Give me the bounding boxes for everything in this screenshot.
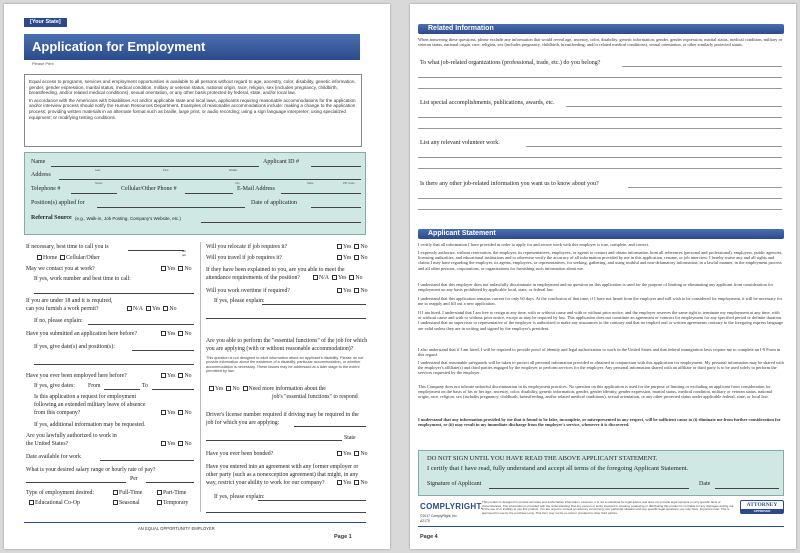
lawfully-authorized-question: Are you lawfully authorized to work in <box>26 433 117 439</box>
employment-type-question: Type of employment desired: <box>26 490 95 496</box>
accomplishments-field[interactable] <box>566 106 782 107</box>
travel-yes-checkbox[interactable] <box>337 255 342 260</box>
name-field[interactable] <box>51 166 259 167</box>
co-op-checkbox[interactable] <box>29 500 34 505</box>
organizations-field[interactable] <box>622 66 782 67</box>
to-label: To <box>142 383 149 389</box>
accommodation-text: In accordance with the Americans with Disabilities Act and/or applicable state and local laws, applicants requiring reasonable accommodations for the application and/or interview process should notify the Human Resources Department. Examples of reasonable accommodations include: making a change to the application process; providing written materials in an alternate format such as braille, large print, or audio recording; using a sign language interpreter; using specialized equipment; or modifying testing conditions. <box>29 97 356 120</box>
to-date-field[interactable] <box>152 389 194 390</box>
attendance-question-2: attendance requirements of the position? <box>206 275 301 281</box>
copyright-text: ©2017 ComplyRight, Inc. <box>420 514 458 518</box>
yes-label: Yes <box>151 306 161 312</box>
positions-label: Position(s) applied for <box>31 200 85 206</box>
license-question-2: job for which you are applying: <box>206 420 280 426</box>
statement-discrimination: This Company does not tolerate unlawful discrimination in its employment practices. No question on this application is used for the purpose of limiting or excluding an applicant from consideration for employment on the basis of his or her age, ancestry, color, disability, genetic information, gender, gender identity, gender expression, marital status, medical condition, military or veteran status, national origin, race, religion, sex (includes pregnancy, childbirth, breastfeeding, and/or related medical conditions), sexual orientation, or any other protected status under applicable federal, state, or local law. <box>418 384 773 400</box>
agreement-explain-field-2[interactable] <box>206 512 366 513</box>
no-label: No <box>360 288 368 294</box>
part-time-option <box>154 490 186 496</box>
no-label: No <box>184 410 192 416</box>
phone-type-options <box>34 255 100 261</box>
essential-no-checkbox[interactable] <box>226 386 231 391</box>
no-label: No <box>184 331 192 337</box>
cell-field[interactable] <box>185 193 233 194</box>
military-info-note: If yes, additional information may be requested. <box>34 422 146 428</box>
work-number-question: If yes, work number and best time to call: <box>34 276 131 282</box>
yes-label: Yes <box>343 255 352 261</box>
home-checkbox[interactable] <box>37 255 42 260</box>
statement-validity: I understand that this application remains current for only 60 days. At the conclusion of that time, if I have not heard from the employer and still wish to be considered for employment, it will be necessary for me to reapply and fill out a new application. <box>418 296 783 307</box>
certify-statement: I certify that I have read, fully understand and accept all terms of the foregoing Applicant Statement. <box>427 465 689 472</box>
pm-label: pm <box>182 253 186 257</box>
date-available-label: Date available for work <box>26 454 81 460</box>
organizations-line[interactable] <box>418 77 782 78</box>
part-time-label: Part-Time <box>163 490 187 496</box>
temporary-option <box>154 500 188 506</box>
complyright-logo: COMPLYRIGHT. <box>420 502 484 511</box>
statement-nondiscrimination: I understand that this employer does not unlawfully discriminate in employment and no question on this application is used for the purpose of limiting or eliminating any applicant from consideration for employment on any basis prohibited by applicable local, state, or federal law. <box>418 282 774 293</box>
contact-work-no-checkbox[interactable] <box>178 266 183 271</box>
no-label: No <box>360 480 368 486</box>
equal-opportunity-footer: AN EQUAL OPPORTUNITY EMPLOYER <box>138 526 215 531</box>
volunteer-line[interactable] <box>418 168 782 169</box>
license-state-label: State <box>344 435 356 441</box>
footer-rule <box>418 526 784 527</box>
approved-badge-text: APPROVED <box>741 509 783 514</box>
submitted-no-checkbox[interactable] <box>178 331 183 336</box>
street-sublabel: Street <box>95 181 103 185</box>
no-label: No <box>360 451 368 457</box>
contact-work-yes-checkbox[interactable] <box>161 266 166 271</box>
submitted-dates-field-2[interactable] <box>34 364 194 365</box>
related-info-intro: When answering these questions, please exclude any information that would reveal age, ancestry, color, disability, genetic information, gender, gender expression, marital status, medical condition, military or veteran status, national origin, race, religion, sex (includes pregnancy, childbirth, breastfeeding, and/or related medical conditions), sexual orientation, or other similarly protected status. <box>418 37 783 48</box>
submitted-yes-checkbox[interactable] <box>161 331 166 336</box>
submitted-yes-no <box>158 331 192 337</box>
no-label: No <box>184 373 192 379</box>
statement-privacy: I understand that reasonable safeguards will be taken to protect all personal information provided or obtained in conjunction with this application for employment. My personal information may be shared with the employer's affiliate(s) and third parties engaged by the employer to perform services for the employer. Any personal information shared with an affiliate or third party is to be used solely to perform the services requested by the employer. <box>418 360 784 376</box>
no-label: No <box>355 275 363 281</box>
column-divider <box>200 242 201 512</box>
employed-yes-checkbox[interactable] <box>161 373 166 378</box>
extended-yes-checkbox[interactable] <box>161 410 166 415</box>
relocate-question: Will you relocate if job requires it? <box>206 244 288 250</box>
signature-date-field[interactable] <box>715 488 779 489</box>
agreement-yes-checkbox[interactable] <box>337 480 342 485</box>
page-1 <box>4 4 390 549</box>
salary-per-field[interactable] <box>146 482 194 483</box>
from-label: From <box>88 383 101 389</box>
attendance-no-checkbox[interactable] <box>349 275 354 280</box>
relocate-yes-checkbox[interactable] <box>337 244 342 249</box>
under-18-question: If you are under 18 and it is required, <box>26 298 113 304</box>
statement-i9: I also understand that if I am hired, I will be required to provide proof of identity and legal authorization to work in the United States and that federal immigration laws require me to complete an I-9 Form in this regard. <box>418 347 781 358</box>
attendance-options <box>310 275 363 281</box>
seasonal-option <box>110 500 140 506</box>
organizations-line[interactable] <box>418 88 782 89</box>
state-sublabel: State <box>307 181 314 185</box>
yes-label: Yes <box>167 266 176 272</box>
do-not-sign-notice: DO NOT SIGN UNTIL YOU HAVE READ THE ABOVE APPLICANT STATEMENT. <box>427 455 658 462</box>
telephone-field[interactable] <box>71 193 117 194</box>
attendance-yes-checkbox[interactable] <box>332 275 337 280</box>
need-more-info-label-2: job's "essential functions" to respond <box>272 394 358 400</box>
statement-authorize: I expressly authorize, without reservation, the employer, its representatives, employees, or agents to contact and obtain information from all references (personal and professional), employers, public agencies, licensing authorities, and educational institutions and to otherwise verify the accuracy of all information provided by me in this application, resume, or job interview. I hereby waive any and all rights and claims I may have regarding the employer, its agents, employees, or representatives, for seeking, gathering, and using truthful and non-defamatory information, in a lawful manner, in the employment process and all other persons, corporations, or organizations for furnishing such information about me. <box>418 250 783 271</box>
essential-functions-note: This question is not designed to elicit information about an applicant's disability. Please do not provide information about the existence of a disability, particular accommodation, or whether accommodation is necessary. These issues may be addressed at a later stage to the extent permitted by law. <box>206 356 364 374</box>
legal-disclaimer: This product is designed to provide accurate and authoritative information. However, it is not a substitute for legal advice and does not provide legal opinions on any specific facts or circumstances. The information is provided with the understanding that any person or entity involved in creating, producing or distributing this product is not liable for any damages arising out of the use of or inability to use this product. You are urged to consult an attorney concerning your particular situation and any specific legal questions you may have. Important note: This is approved for use by the purchaser only. This form may not be re-sold or provided to other third parties. <box>482 500 734 515</box>
related-info-header: Related Information <box>418 24 784 34</box>
extended-yes-no <box>158 410 192 416</box>
agreement-explain-field[interactable] <box>258 500 366 501</box>
na-label: N/A <box>133 306 143 312</box>
co-op-option <box>26 500 80 506</box>
referral-label: Referral Source <box>31 215 72 221</box>
attorney-approved-badge <box>740 500 784 514</box>
telephone-label: Telephone # <box>31 186 61 192</box>
temporary-checkbox[interactable] <box>157 500 162 505</box>
travel-question: Will you travel if job requires it? <box>206 255 283 261</box>
permit-explain-label: If no, please explain: <box>34 318 83 324</box>
overtime-explain-field-2[interactable] <box>206 318 366 319</box>
applicant-id-label: Applicant ID # <box>263 159 299 165</box>
statement-certify: I certify that all information I have provided in order to apply for and secure work with this employer is true, complete, and correct. <box>418 242 650 247</box>
seasonal-checkbox[interactable] <box>113 500 118 505</box>
applicant-id-field[interactable] <box>311 166 361 167</box>
essential-yes-checkbox[interactable] <box>209 386 214 391</box>
signature-field[interactable] <box>489 488 689 489</box>
no-label: No <box>360 244 368 250</box>
essential-need-more-checkbox[interactable] <box>243 386 248 391</box>
from-date-field[interactable] <box>104 389 140 390</box>
date-of-application-field[interactable] <box>311 207 361 208</box>
relocate-no-checkbox[interactable] <box>354 244 359 249</box>
seasonal-label: Seasonal <box>119 500 140 506</box>
date-of-application-label: Date of application <box>251 200 297 206</box>
please-print-label: Please Print <box>32 61 54 66</box>
organizations-question: To what job-related organizations (professional, trade, etc.) do you belong? <box>420 60 601 66</box>
referral-field[interactable] <box>201 222 361 223</box>
co-op-label: Educational Co-Op <box>35 500 80 506</box>
last-sublabel: Last <box>95 168 101 172</box>
volunteer-line[interactable] <box>418 157 782 158</box>
no-label: No <box>184 266 192 272</box>
middle-sublabel: Middle <box>229 168 238 172</box>
other-info-question: Is there any other job-related information you want us to know about you? <box>420 181 599 187</box>
salary-question: What is your desired salary range or hourly rate of pay? <box>26 467 156 473</box>
city-sublabel: City <box>235 181 240 185</box>
yes-label: Yes <box>343 451 352 457</box>
extended-leave-question: Is this application a request for employment <box>34 394 137 400</box>
yes-label: Yes <box>337 275 347 281</box>
address-label: Address <box>31 172 51 178</box>
na-label: N/A <box>319 275 329 281</box>
best-time-field[interactable] <box>128 250 184 251</box>
license-number-field-2[interactable] <box>206 440 342 441</box>
yes-label: Yes <box>215 386 224 392</box>
agreement-no-checkbox[interactable] <box>354 480 359 485</box>
permit-yes-checkbox[interactable] <box>146 306 151 311</box>
agreement-yes-no <box>334 480 368 486</box>
essential-functions-question: Are you able to perform the "essential functions" of the job for which <box>206 338 368 344</box>
essential-functions-question-2: you are applying (with or without reasonable accommodation)? <box>206 346 354 352</box>
product-code: A2170 <box>420 519 430 523</box>
signature-label: Signature of Applicant <box>427 481 482 487</box>
employed-yes-no <box>158 373 192 379</box>
signature-section <box>418 450 784 496</box>
permit-explain-field[interactable] <box>88 324 194 325</box>
overtime-question: Will you work overtime if required? <box>206 288 290 294</box>
cellular-option-label: Cellular/Other <box>66 255 100 261</box>
email-label: E-Mail Address <box>237 186 275 192</box>
date-available-field[interactable] <box>100 460 194 461</box>
address-field[interactable] <box>59 179 361 180</box>
permit-no-checkbox[interactable] <box>163 306 168 311</box>
bonded-no-checkbox[interactable] <box>354 451 359 456</box>
attorney-badge-text: ATTORNEY <box>746 502 778 508</box>
referral-hint: (e.g., Walk-in, Job Posting, Company's Website, etc.) <box>75 216 181 221</box>
lawfully-yes-checkbox[interactable] <box>161 441 166 446</box>
travel-no-checkbox[interactable] <box>354 255 359 260</box>
other-info-line[interactable] <box>418 198 782 199</box>
other-info-field[interactable] <box>628 187 782 188</box>
no-label: No <box>360 255 368 261</box>
agreement-explain-label: If yes, please explain: <box>214 494 265 500</box>
full-time-checkbox[interactable] <box>113 490 118 495</box>
applicant-statement-header: Applicant Statement <box>418 229 784 239</box>
work-number-field[interactable] <box>34 293 194 294</box>
agreement-question: Have you entered into an agreement with any former employer or <box>206 464 359 470</box>
employed-dates-label: If yes, give dates: <box>34 383 75 389</box>
work-permit-question: can you furnish a work permit? <box>26 306 99 312</box>
equal-access-notice <box>24 74 362 147</box>
bonded-question: Have you ever been bonded? <box>206 451 274 457</box>
yes-label: Yes <box>343 244 352 250</box>
agreement-question-3: way, restrict your ability to work for our company? <box>206 480 325 486</box>
lawfully-no-checkbox[interactable] <box>178 441 183 446</box>
part-time-checkbox[interactable] <box>157 490 162 495</box>
yes-label: Yes <box>343 480 352 486</box>
page-4 <box>410 4 796 549</box>
essential-options <box>206 386 326 392</box>
no-label: No <box>169 306 177 312</box>
cell-label: Cellular/Other Phone # <box>121 186 177 192</box>
need-more-info-label: Need more information about the <box>248 386 326 392</box>
per-label: Per <box>130 476 138 482</box>
accomplishments-line[interactable] <box>418 128 782 129</box>
yes-label: Yes <box>167 331 176 337</box>
best-time-question: If necessary, best time to call you is <box>26 244 109 250</box>
volunteer-field[interactable] <box>526 146 782 147</box>
equal-access-text: Equal access to programs, services and employment opportunities is available to all persons without regard to age, ancestry, color, disability, genetic information, gender, gender expression, marital status, medical condition, military or veteran status, national origin, race, religion, sex (includes pregnancy, childbirth, breastfeeding, and/or related medical conditions), sexual orientation, or any other basis protected by federal, state, and/or local law. <box>29 79 356 96</box>
form-title: Application for Employment <box>24 34 360 60</box>
am-label: am <box>182 249 186 253</box>
home-option-label: Home <box>43 255 58 261</box>
lawfully-authorized-question-2: the United States? <box>26 441 69 447</box>
email-field[interactable] <box>281 193 361 194</box>
applicant-info-section <box>24 152 366 235</box>
accomplishments-question: List special accomplishments, publications, awards, etc. <box>420 100 555 106</box>
cellular-checkbox[interactable] <box>60 255 65 260</box>
lawfully-yes-no <box>158 441 192 447</box>
state-tag: [Your State] <box>24 18 67 27</box>
full-time-option <box>110 490 142 496</box>
signature-date-label: Date <box>699 481 711 487</box>
employed-before-question: Have you ever been employed here before? <box>26 373 127 379</box>
overtime-yes-checkbox[interactable] <box>337 288 342 293</box>
page-number: Page 1 <box>334 534 352 540</box>
attendance-na-checkbox[interactable] <box>313 275 318 280</box>
license-question: Driver's license number required if driving may be required in the <box>206 412 359 418</box>
travel-yes-no <box>334 255 368 261</box>
other-info-line[interactable] <box>418 209 782 210</box>
bonded-yes-checkbox[interactable] <box>337 451 342 456</box>
extended-no-checkbox[interactable] <box>178 410 183 415</box>
positions-field[interactable] <box>97 207 245 208</box>
overtime-yes-no <box>334 288 368 294</box>
contact-at-work-yes-no <box>158 266 192 272</box>
license-number-field[interactable] <box>294 426 366 427</box>
work-permit-options <box>124 306 177 312</box>
footer-rule <box>24 522 366 523</box>
full-time-label: Full-Time <box>119 490 143 496</box>
bonded-yes-no <box>334 451 368 457</box>
overtime-no-checkbox[interactable] <box>354 288 359 293</box>
submitted-dates-label: If yes, give date(s) and position(s): <box>34 344 115 350</box>
relocate-yes-no <box>334 244 368 250</box>
overtime-explain-field[interactable] <box>262 304 366 305</box>
submitted-before-question: Have you submitted an application here before? <box>26 331 138 337</box>
zip-sublabel: ZIP Code <box>343 181 355 185</box>
yes-label: Yes <box>343 288 352 294</box>
yes-label: Yes <box>167 441 176 447</box>
employed-no-checkbox[interactable] <box>178 373 183 378</box>
agreement-question-2: other party (such as a nonexception agreement) that might, in any <box>206 472 359 478</box>
submitted-dates-field[interactable] <box>132 350 194 351</box>
overtime-explain-label: If yes, please explain: <box>214 298 265 304</box>
contact-at-work-question: May we contact you at work? <box>26 266 95 272</box>
temporary-label: Temporary <box>163 500 189 506</box>
name-label: Name <box>31 159 46 165</box>
first-sublabel: First <box>163 168 169 172</box>
statement-falsification: I understand that any information provided by me that is found to be false, incomplete, or misrepresented in any respect, will be sufficient cause to (i) eliminate me from further consideration for employment, or (ii) may result in my immediate discharge from the employer's service, whenever it is discovered. <box>418 417 781 428</box>
no-label: No <box>232 386 240 392</box>
yes-label: Yes <box>167 373 176 379</box>
extended-leave-question-2: following an extended military leave of absence <box>34 402 146 408</box>
yes-label: Yes <box>167 410 176 416</box>
salary-field[interactable] <box>26 482 126 483</box>
no-label: No <box>184 441 192 447</box>
volunteer-question: List any relevant volunteer work. <box>420 140 500 146</box>
page-number: Page 4 <box>420 534 438 540</box>
statement-at-will: If I am hired, I understand that I am free to resign at any time, with or without cause and with or without prior notice, and the employer reserves the same right to terminate my employment at any time, with or without cause and with or without prior notice, except as may be required by law. This application does not constitute an agreement or contract for employment for any specified period or definite duration. I understand that no supervisor or representative of the employer is authorized to make any assurances to the contrary and that no implied oral or written agreements contrary to the foregoing express language are valid unless they are in writing and signed by the employer's president. <box>418 310 784 331</box>
accomplishments-line[interactable] <box>418 117 782 118</box>
permit-na-checkbox[interactable] <box>127 306 132 311</box>
extended-leave-question-3: from this company? <box>34 410 81 416</box>
attendance-question: If they have been explained to you, are you able to meet the <box>206 267 345 273</box>
